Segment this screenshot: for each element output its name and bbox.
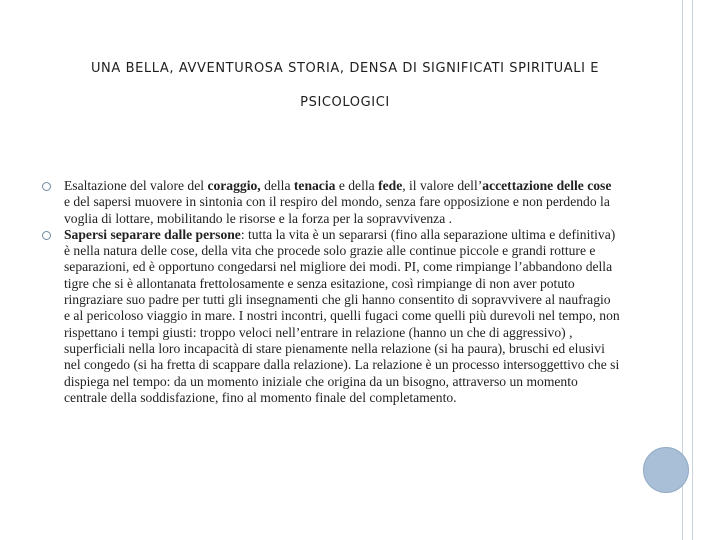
emphasis-accettazione: accettazione delle cose [482, 178, 612, 193]
hollow-circle-bullet-icon [42, 231, 51, 240]
bullet-2-text [64, 227, 620, 405]
text-segment: e del sapersi muovere in sintonia con il respiro del mondo, senza fare opposizione e non perdendo la voglia di lottare, mobilitando le risorse e la forza per la sopravvivenza . [64, 194, 610, 226]
emphasis-coraggio: coraggio, [207, 178, 261, 193]
bullet-1-text [64, 178, 611, 226]
text-segment: Esaltazione del valore del [64, 178, 208, 193]
slide-title [40, 52, 650, 120]
bullet-item-2 [40, 227, 620, 406]
emphasis-tenacia: tenacia [293, 178, 336, 193]
decorative-circle-icon [643, 447, 689, 493]
slide-title-line-1: UNA BELLA, AVVENTUROSA STORIA, DENSA DI SIGNIFICATI SPIRITUALI E [90, 61, 600, 76]
slide-title-line-2: PSICOLOGICI [300, 95, 390, 110]
text-segment: della [260, 178, 294, 193]
text-segment: : tutta la vita è un separarsi (fino alla separazione ultima e definitiva) è nella natura delle cose, della vita che procede solo grazie alle continue piccole e grandi rotture e separazioni, ed è opportuno congedarsi nel migliore dei modi. PI, come rimpiange l’abbandono della tigre che si è allontanata frettolosamente e senza esitazione, così rimpiange di non aver potuto ringraziare suo padre per tutti gli insegnamenti che gli hanno consentito di sopravvivere al naufragio e al pericoloso viaggio in mare. I nostri incontri, quelli fugaci come quelli più durevoli nel tempo, non rispettano i tempi giusti: troppo veloci nell’entrare in relazione (hanno un che di aggressivo) , superficiali nella loro incapacità di stare pienamente nella relazione (si ha paura), bruschi ed elusivi nel congedo (si ha fretta di scappare dalla relazione). La relazione è un processo intersoggettivo che si dispiega nel tempo: da un momento iniziale che origina da un bisogno, attraverso un momento centrale della soddisfazione, fino al momento finale del completamento. [64, 226, 620, 405]
bullet-list [40, 178, 620, 406]
emphasis-sapersi-separare: Sapersi separare dalle persone [64, 226, 241, 242]
hollow-circle-bullet-icon [42, 182, 51, 191]
text-segment: e della [335, 178, 379, 193]
text-segment: , il valore dell’ [402, 178, 483, 193]
emphasis-fede: fede [378, 178, 403, 193]
bullet-item-1 [40, 178, 620, 227]
decorative-side-band [693, 0, 720, 540]
